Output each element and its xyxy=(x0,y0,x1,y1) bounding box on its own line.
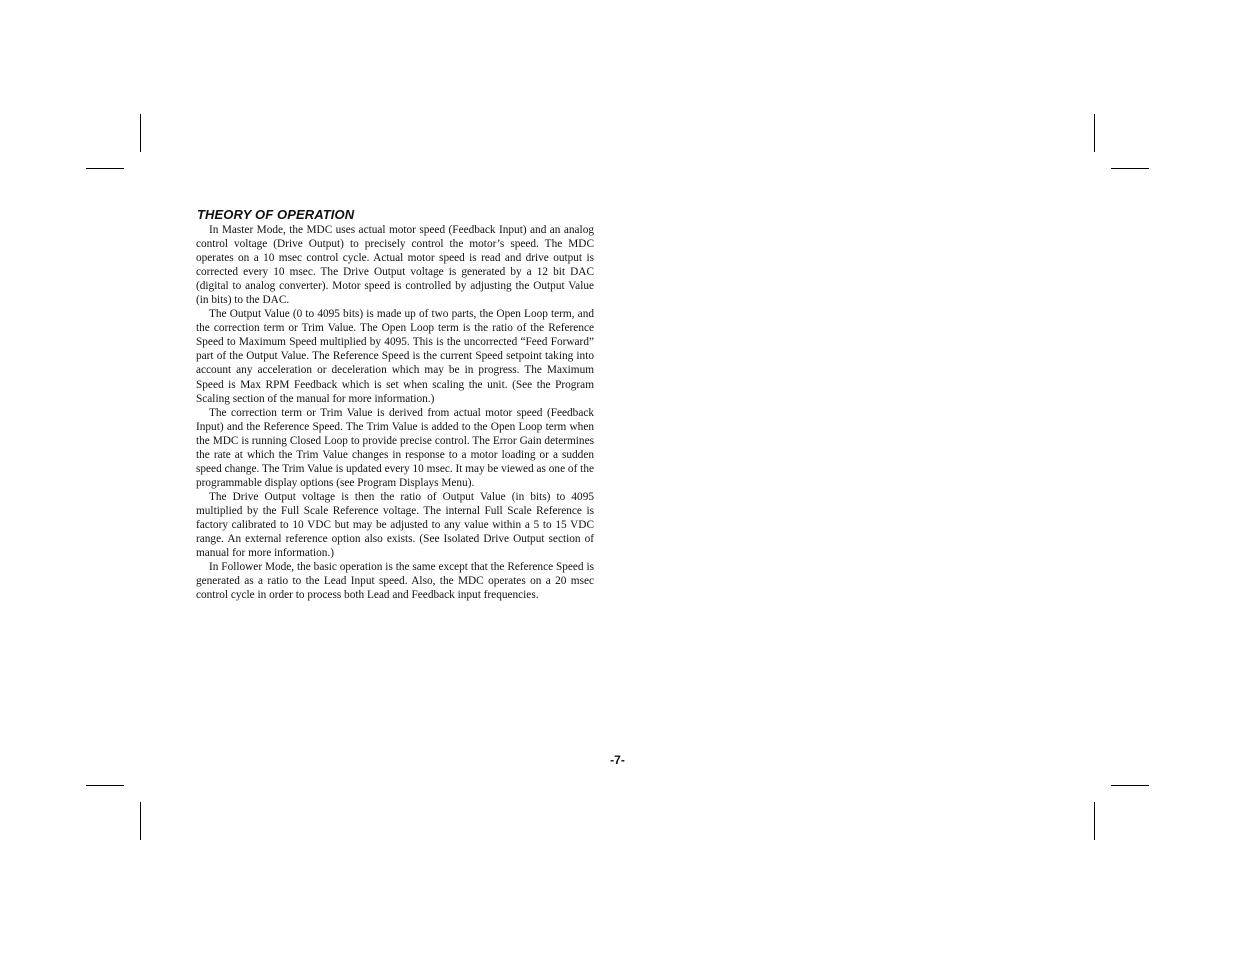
section-body xyxy=(196,223,594,602)
paragraph-master-mode: In Master Mode, the MDC uses actual motor speed (Feedback Input) and an analog control voltage (Drive Output) to precisely control the motor’s speed. The MDC operates on a 10 msec control cycle. Actual motor speed is read and drive output is corrected every 10 msec. The Drive Output voltage is generated by a 12 bit DAC (digital to analog converter). Motor speed is controlled by adjusting the Output Value (in bits) to the DAC. xyxy=(196,224,594,307)
page-number: -7- xyxy=(610,753,625,767)
paragraph-follower-mode: In Follower Mode, the basic operation is the same except that the Reference Speed is generated as a ratio to the Lead Input speed. Also, the MDC operates on a 20 msec control cycle in order to process both Lead and Feedback input frequencies. xyxy=(196,561,594,602)
crop-mark-top-left-vertical xyxy=(140,114,141,152)
paragraph-trim-value: The correction term or Trim Value is derived from actual motor speed (Feedback Input) and the Reference Speed. The Trim Value is added to the Open Loop term when the MDC is running Closed Loop to provide precise control. The Error Gain determines the rate at which the Trim Value changes in response to a motor loading or a sudden speed change. The Trim Value is updated every 10 msec. It may be viewed as one of the programmable display options (see Program Displays Menu). xyxy=(196,406,594,489)
crop-mark-bottom-right-horizontal xyxy=(1111,785,1149,786)
paragraph-output-value: The Output Value (0 to 4095 bits) is made up of two parts, the Open Loop term, and the correction term or Trim Value. The Open Loop term is the ratio of the Reference Speed to Maximum Speed multiplied by 4095. This is the uncorrected “Feed Forward” part of the Output Value. The Reference Speed is the current Speed setpoint taking into account any acceleration or deceleration which may be in progress. The Maximum Speed is Max RPM Feedback which is set when scaling the unit. (See the Program Scaling section of the manual for more information.) xyxy=(196,308,594,405)
crop-mark-top-right-vertical xyxy=(1094,114,1095,152)
crop-mark-top-right-horizontal xyxy=(1111,168,1149,169)
crop-mark-bottom-right-vertical xyxy=(1094,802,1095,840)
crop-mark-bottom-left-vertical xyxy=(140,802,141,840)
section-title: THEORY OF OPERATION xyxy=(197,207,355,222)
paragraph-drive-output: The Drive Output voltage is then the ratio of Output Value (in bits) to 4095 multiplied by the Full Scale Reference voltage. The internal Full Scale Reference is factory calibrated to 10 VDC but may be adjusted to any value within a 5 to 15 VDC range. An external reference option also exists. (See Isolated Drive Output section of manual for more information.) xyxy=(196,490,594,560)
crop-mark-top-left-horizontal xyxy=(86,168,124,169)
crop-mark-bottom-left-horizontal xyxy=(86,785,124,786)
